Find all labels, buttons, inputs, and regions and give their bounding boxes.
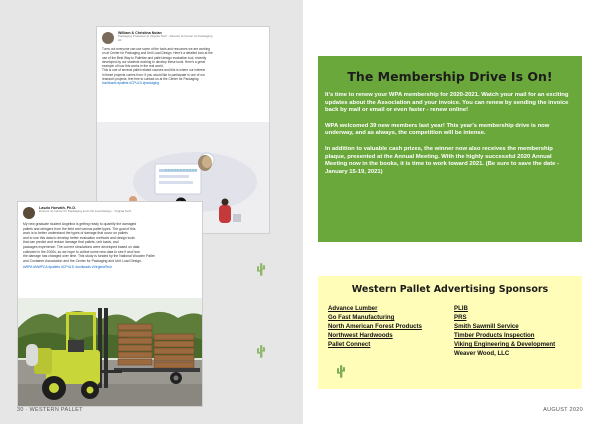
post-line: and to use this data to develop better evaluation methods and design tools	[23, 235, 135, 240]
sponsor-link[interactable]: Go Fast Manufacturing	[328, 314, 395, 321]
membership-paragraph: In addition to valuable cash prizes, the winner now also receives the membership plaque, presented at the Annual Meeting. With the highly successful 2020 Annual Meeting now in the books, it is time to work toward 2021. (Be sure to save the date - January 15-19, 2021)	[325, 145, 560, 175]
post-author-subtitle: Packaging Professor at Virginia Tech · Director at Center for Packaging	[118, 34, 213, 39]
sponsor-link[interactable]: Pallet Connect	[328, 341, 371, 348]
sponsor-link[interactable]: Viking Engineering & Development	[454, 341, 556, 348]
avatar	[23, 207, 35, 219]
avatar	[102, 32, 114, 44]
post-line: collected in the 2000s, so we hope to collect some new data to see if and how	[23, 249, 140, 254]
sponsor-column-right	[454, 304, 572, 358]
sponsor-columns	[328, 304, 572, 358]
sponsors-title: Western Pallet Advertising Sponsors	[351, 284, 549, 295]
post-line: This is one of several pallet related courses and this is where our interest	[102, 68, 205, 73]
post-line: pallets and stringers from the field and various pallet types. The goal of this	[23, 226, 136, 231]
membership-drive-box	[318, 56, 582, 242]
sponsor-link[interactable]: North American Forest Products	[328, 323, 422, 330]
sponsor-link[interactable]: Advance Lumber	[328, 305, 378, 312]
post-hashtags[interactable]: #unitloads #pallets #CPULD #packaging	[102, 81, 160, 86]
post-header	[97, 27, 269, 46]
post-line: My new graduate student Angelina is getting ready to quantify the damaged	[23, 222, 137, 226]
post-line: that can predict and reduce damage that pallets, unit loads, and	[23, 240, 119, 245]
sponsor-column-left	[328, 304, 448, 358]
sponsor-link[interactable]: Northwest Hardwoods	[328, 332, 393, 339]
post-line: in these projects comes from. If you would like to participate in one of our	[102, 72, 205, 77]
post-body	[18, 221, 202, 271]
post-header	[18, 202, 202, 221]
sponsors-box	[318, 276, 582, 389]
cactus-icon	[256, 344, 266, 358]
page-folio-left: 30 · WESTERN PALLET	[17, 407, 83, 413]
cactus-icon	[336, 364, 346, 378]
post-author[interactable]: William & Christina Nolan	[118, 31, 162, 35]
sponsor-name: Weaver Wood, LLC	[454, 350, 510, 357]
forklift-photo	[18, 298, 203, 407]
post-line: packages experience. The current simulations were developed based on data	[23, 244, 140, 249]
post-time: 2d	[118, 38, 122, 43]
post-author[interactable]: Laszlo Horvath, Ph.D.	[39, 206, 76, 210]
post-body	[97, 46, 269, 87]
page-folio-right: AUGUST 2020	[543, 407, 583, 413]
linkedin-post-2	[17, 201, 203, 407]
membership-paragraph: WPA welcomed 39 new members last year! This year's membership drive is now underway, and as always, the competition will be intense.	[325, 122, 550, 137]
post-line: the damage has changed over time. This study is funded by the National Wooden Pallet	[23, 254, 155, 259]
post-line: and Container Association and the Center for Packaging and Unit Load Design.	[23, 258, 142, 263]
post-line: developed by our students working to develop these tools. Here's a great	[102, 59, 205, 64]
post-line: research projects, feel free to contact us at the Center for Packaging.	[102, 77, 200, 82]
sponsor-link[interactable]: Smith Sawmill Service	[454, 323, 519, 330]
post-line: use of the Best Way to Palletize and pallet design evaluation tool, recently	[102, 55, 207, 60]
cactus-icon	[256, 262, 266, 276]
sponsor-link[interactable]: PLIB	[454, 305, 468, 312]
sponsor-link[interactable]: PRS	[454, 314, 467, 321]
post-line: on at Center for Packaging and Unit Load Design. Here's a detailed look at the	[102, 51, 213, 56]
post-line: Turns out everyone can use some of the tools and resources we are working	[102, 47, 210, 51]
post-hashtags[interactable]: #WPA #NWPCA #pallets #CPULD #unitloads #VirginiaTech	[23, 265, 113, 270]
membership-paragraph: It's time to renew your WPA membership for 2020-2021. Watch your mail for an exciting updates about the Association and your invoice. You can renew by sending the invoice back by mail or email or even faster - renew online!	[325, 92, 569, 114]
sponsor-link[interactable]: Timber Products Inspection	[454, 332, 535, 339]
post-line: example of how this works in the real world.	[102, 64, 164, 69]
post-line: work is to better understand the types of damage that occur on pallets	[23, 231, 128, 236]
membership-title: The Membership Drive Is On!	[347, 69, 553, 84]
post-author-subtitle: Director at Center for Packaging and Unit Load Design · Virginia Tech	[39, 209, 132, 214]
